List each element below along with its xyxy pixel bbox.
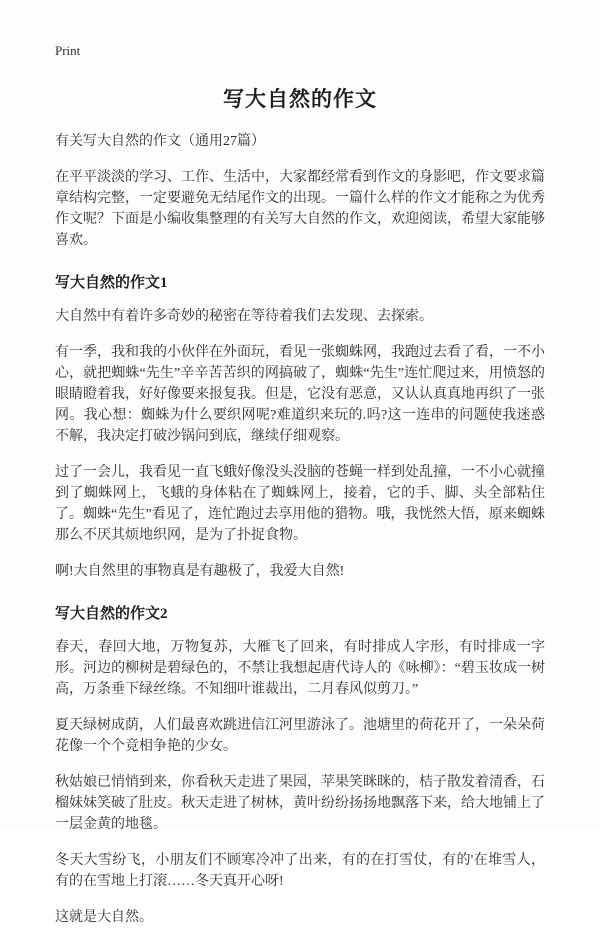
section-heading-essay-2: 写大自然的作文2: [55, 606, 168, 622]
print-link[interactable]: Print: [55, 43, 81, 58]
essay-2-paragraph: 夏天绿树成荫，人们最喜欢跳进信江河里游泳了。池塘里的荷花开了，一朵朵荷花像一个个竞相争艳的少女。: [55, 718, 545, 754]
essay-2-paragraph: 秋姑娘已悄悄到来，你看秋天走进了果园，苹果笑眯眯的，桔子散发着清香，石榴妹妹笑破了肚皮。秋天走进了树林，黄叶纷纷扬扬地飘落下来，给大地铺上了一层金黄的地毯。: [55, 775, 545, 832]
essay-2-paragraph: 春天，春回大地，万物复苏，大雁飞了回来，有时排成人字形，有时排成一字形。河边的柳树是碧绿色的，不禁让我想起唐代诗人的《咏柳》：“碧玉妆成一树高，万条垂下绿丝绦。不知细叶谁裁出，二月春风似剪刀。”: [55, 640, 545, 697]
essay-1-paragraph: 大自然中有着许多奇妙的秘密在等待着我们去发现、去探索。: [55, 309, 433, 324]
page-title: 写大自然的作文: [223, 87, 377, 111]
essay-1-paragraph: 啊!大自然里的事物真是有趣极了，我爱大自然!: [55, 564, 345, 579]
essay-2-paragraph: 这就是大自然。: [55, 910, 153, 925]
document-subtitle: 有关写大自然的作文（通用27篇）: [55, 134, 265, 149]
essay-1-paragraph: 过了一会儿，我看见一直飞蛾好像没头没脑的苍蝇一样到处乱撞，一不小心就撞到了蜘蛛网上，飞蛾的身体粘在了蜘蛛网上，接着，它的手、脚、头全部粘住了。蜘蛛“先生”看见了，连忙跑过去享用他的猎物。哦，我恍然大悟，原来蜘蛛那么不厌其烦地织网，是为了扑捉食物。: [55, 465, 545, 543]
section-heading-essay-1: 写大自然的作文1: [55, 275, 168, 291]
intro-paragraph: 在平平淡淡的学习、工作、生活中，大家都经常看到作文的身影吧，作文要求篇章结构完整，一定要避免无结尾作文的出现。一篇什么样的作文才能称之为优秀作文呢？下面是小编收集整理的有关写大自然的作文，欢迎阅读，希望大家能够喜欢。: [55, 170, 545, 248]
essay-2-paragraph: 冬天大雪纷飞，小朋友们不顾寒冷冲了出来，有的在打雪仗，有的'在堆雪人，有的在雪地上打滚……冬天真开心呀!: [55, 853, 545, 889]
essay-1-paragraph: 有一季，我和我的小伙伴在外面玩，看见一张蜘蛛网，我跑过去看了看，一不小心，就把蜘蛛“先生”辛辛苦苦织的网搞破了，蜘蛛“先生”连忙爬过来，用愤怒的眼睛瞪着我，好好像要来报复我。但是，它没有恶意，又认认真真地再织了一张网。我心想：蜘蛛为什么要织网呢?难道织来玩的.吗?这一连串的问题使我迷惑不解，我决定打破沙锅问到底，继续仔细观察。: [55, 345, 545, 444]
